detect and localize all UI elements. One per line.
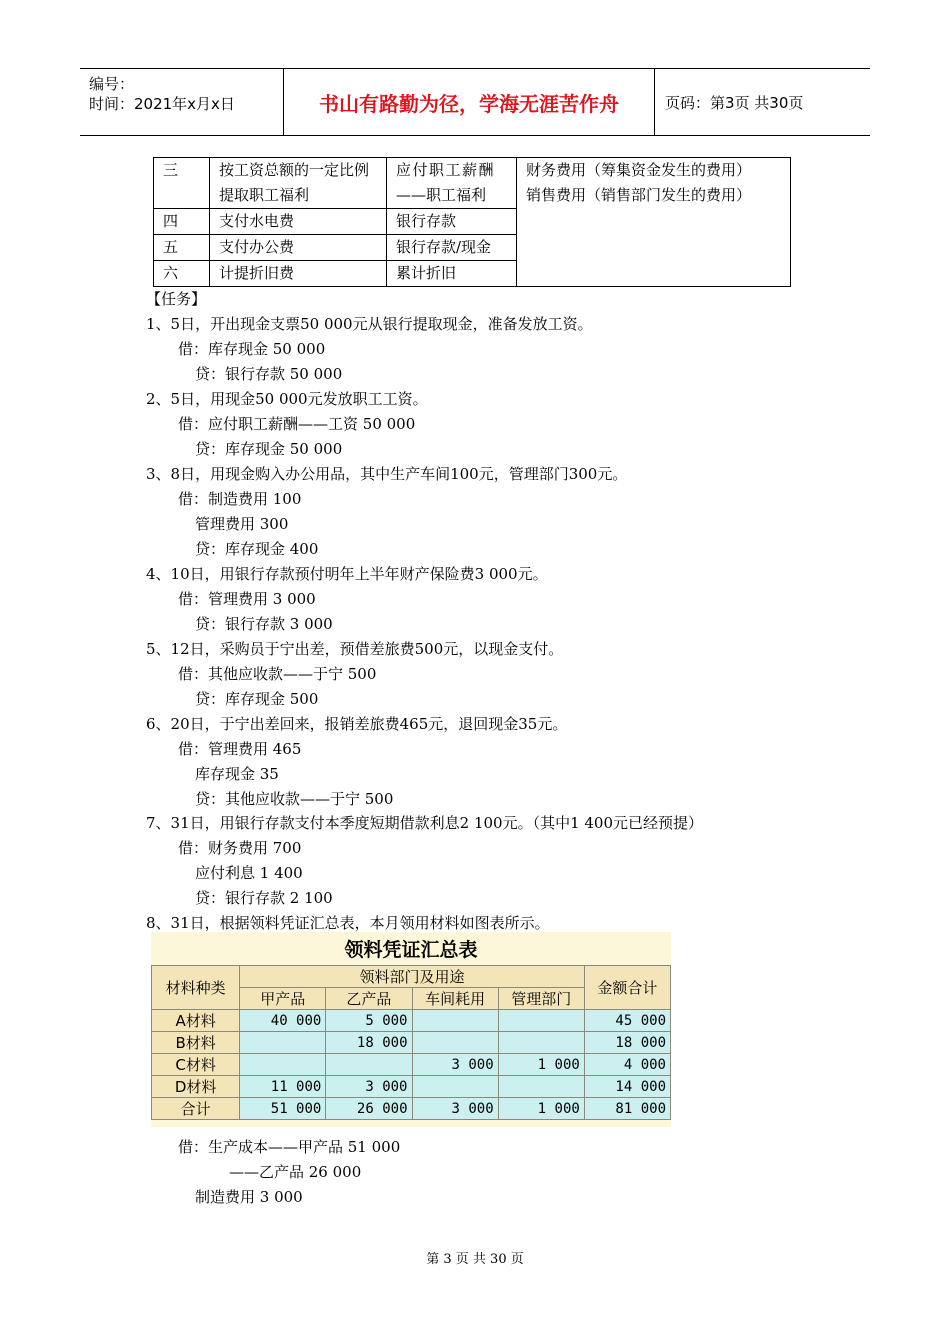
row-item-line: 按工资总额的一定比例 — [219, 161, 370, 179]
amount-cell — [498, 1032, 584, 1054]
journal-line: ——乙产品 26 000 — [229, 1163, 362, 1181]
amount-cell — [412, 1032, 498, 1054]
row-account: 银行存款 — [387, 209, 517, 235]
amount-cell — [240, 1032, 326, 1054]
row-number: 三 — [154, 158, 210, 209]
material-name: D材料 — [152, 1076, 240, 1098]
header-page-number: 页码：第3页 共30页 — [665, 93, 804, 112]
amount-cell: 14 000 — [584, 1076, 670, 1098]
row-account: 累计折旧 — [387, 261, 517, 287]
sub-col-header: 车间耗用 — [412, 988, 498, 1010]
table-row — [152, 1032, 671, 1054]
col-total-header: 金额合计 — [584, 966, 670, 1010]
table-row — [154, 158, 791, 209]
task-line: 8、31日，根据领料凭证汇总表，本月领用材料如图表所示。 — [146, 914, 550, 932]
task-line: 1、5日，开出现金支票50 000元从银行提取现金，准备发放工资。 — [146, 315, 593, 333]
amount-cell — [498, 1076, 584, 1098]
journal-line: 借：其他应收款——于宁 500 — [178, 665, 377, 683]
voucher-summary-table — [151, 932, 671, 1127]
amount-cell — [498, 1010, 584, 1032]
row-account — [387, 158, 517, 209]
sub-col-header: 乙产品 — [326, 988, 412, 1010]
task-heading: 【任务】 — [146, 290, 207, 308]
page-header — [80, 68, 870, 136]
table-header-row — [152, 966, 671, 988]
amount-cell — [240, 1054, 326, 1076]
amount-cell: 3 000 — [412, 1098, 498, 1120]
amount-cell: 81 000 — [584, 1098, 670, 1120]
amount-cell — [412, 1076, 498, 1098]
sub-col-header: 管理部门 — [498, 988, 584, 1010]
document-time: 时间：2021年x月x日 — [89, 95, 235, 113]
journal-line: 借：管理费用 465 — [178, 740, 302, 758]
task-line: 5、12日，采购员于宁出差，预借差旅费500元，以现金支付。 — [146, 640, 564, 658]
amount-cell: 51 000 — [240, 1098, 326, 1120]
expense-account-table — [153, 157, 791, 287]
material-name: 合计 — [152, 1098, 240, 1120]
merged-note — [517, 158, 791, 287]
row-item: 支付水电费 — [210, 209, 387, 235]
material-name: A材料 — [152, 1010, 240, 1032]
amount-cell — [326, 1054, 412, 1076]
journal-line: 贷：其他应收款——于宁 500 — [195, 790, 394, 808]
journal-line: 应付利息 1 400 — [195, 864, 303, 882]
journal-line: 借：财务费用 700 — [178, 839, 302, 857]
row-account: 银行存款/现金 — [387, 235, 517, 261]
task-line: 2、5日，用现金50 000元发放职工工资。 — [146, 390, 428, 408]
task-line: 6、20日，于宁出差回来，报销差旅费465元，退回现金35元。 — [146, 715, 568, 733]
row-item: 支付办公费 — [210, 235, 387, 261]
amount-cell: 45 000 — [584, 1010, 670, 1032]
table-row — [152, 1010, 671, 1032]
material-name: C材料 — [152, 1054, 240, 1076]
amount-cell: 5 000 — [326, 1010, 412, 1032]
journal-line: 库存现金 35 — [195, 765, 279, 783]
amount-cell: 1 000 — [498, 1054, 584, 1076]
row-item-line: 提取职工福利 — [219, 186, 310, 204]
amount-cell: 18 000 — [326, 1032, 412, 1054]
note-line: 财务费用（筹集资金发生的费用） — [526, 161, 752, 179]
row-item: 计提折旧费 — [210, 261, 387, 287]
header-meta — [80, 69, 284, 135]
amount-cell: 26 000 — [326, 1098, 412, 1120]
journal-line: 借：库存现金 50 000 — [178, 340, 326, 358]
voucher-grid — [151, 965, 671, 1120]
amount-cell: 1 000 — [498, 1098, 584, 1120]
material-name: B材料 — [152, 1032, 240, 1054]
row-number: 六 — [154, 261, 210, 287]
document-number: 编号： — [89, 75, 135, 93]
amount-cell: 3 000 — [326, 1076, 412, 1098]
journal-line: 贷：银行存款 3 000 — [195, 615, 333, 633]
journal-line: 管理费用 300 — [195, 515, 289, 533]
journal-line: 贷：银行存款 50 000 — [195, 365, 343, 383]
voucher-table-title: 领料凭证汇总表 — [344, 939, 478, 961]
journal-line: 借：制造费用 100 — [178, 490, 302, 508]
note-line: 销售费用（销售部门发生的费用） — [526, 186, 752, 204]
col-group-header: 领料部门及用途 — [240, 966, 585, 988]
journal-line: 借：应付职工薪酬——工资 50 000 — [178, 415, 416, 433]
table-row — [152, 1076, 671, 1098]
row-account-line: ——职工福利 — [396, 186, 487, 204]
amount-cell: 40 000 — [240, 1010, 326, 1032]
amount-cell: 11 000 — [240, 1076, 326, 1098]
table-total-row — [152, 1098, 671, 1120]
row-account-line: 应付职工薪酬 — [396, 161, 496, 179]
table-row — [152, 1054, 671, 1076]
row-number: 五 — [154, 235, 210, 261]
sub-col-header: 甲产品 — [240, 988, 326, 1010]
task-line: 3、8日，用现金购入办公用品，其中生产车间100元，管理部门300元。 — [146, 465, 628, 483]
task-line: 4、10日，用银行存款预付明年上半年财产保险费3 000元。 — [146, 565, 548, 583]
journal-line: 贷：库存现金 50 000 — [195, 440, 343, 458]
journal-line: 贷：银行存款 2 100 — [195, 889, 333, 907]
journal-line: 借：生产成本——甲产品 51 000 — [178, 1138, 401, 1156]
amount-cell: 18 000 — [584, 1032, 670, 1054]
task-line: 7、31日，用银行存款支付本季度短期借款利息2 100元。（其中1 400元已经预提） — [146, 814, 704, 832]
header-motto: 书山有路勤为径，学海无涯苦作舟 — [284, 69, 655, 135]
journal-line: 贷：库存现金 400 — [195, 540, 319, 558]
journal-line: 贷：库存现金 500 — [195, 690, 319, 708]
col-material-header: 材料种类 — [152, 966, 240, 1010]
amount-cell: 3 000 — [412, 1054, 498, 1076]
journal-line: 借：管理费用 3 000 — [178, 590, 316, 608]
amount-cell: 4 000 — [584, 1054, 670, 1076]
journal-line: 制造费用 3 000 — [195, 1188, 303, 1206]
page-footer: 第 3 页 共 30 页 — [426, 1252, 524, 1267]
row-item — [210, 158, 387, 209]
row-number: 四 — [154, 209, 210, 235]
amount-cell — [412, 1010, 498, 1032]
